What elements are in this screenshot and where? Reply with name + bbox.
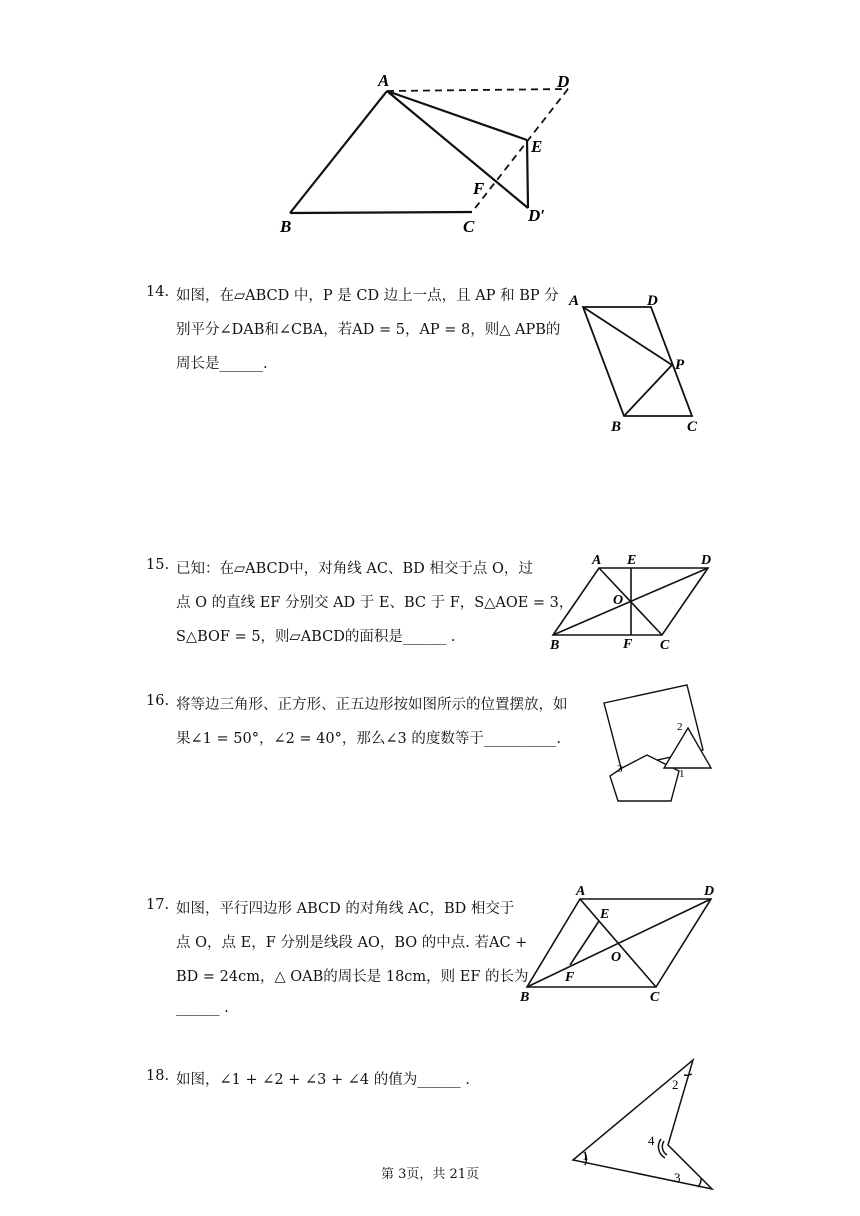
question-18-number: 18. [146, 1068, 170, 1084]
q15-label-B: B [550, 638, 560, 653]
fig13-label-B: B [280, 217, 292, 236]
q15-label-E: E [627, 553, 637, 568]
q18-angle-2: 2 [672, 1077, 679, 1092]
q16-angle-1: 1 [679, 768, 685, 780]
question-16-number: 16. [146, 693, 170, 709]
question-17-line-1: 如图，平行四边形 ABCD 的对角线 AC，BD 相交于 [176, 901, 515, 917]
q15-label-A: A [592, 553, 602, 568]
question-17-number: 17. [146, 897, 170, 913]
page-footer: 第 3页，共 21页 [380, 1167, 480, 1182]
q18-angle-4: 4 [648, 1133, 655, 1148]
question-14-number: 14. [146, 284, 170, 300]
question-15-line-3: S△BOF = 5，则▱ABCD的面积是______ . [176, 629, 456, 645]
q15-label-O: O [613, 593, 624, 608]
fig13-label-F: F [473, 179, 485, 198]
q16-angle-3: 3 [617, 763, 623, 775]
fig13-label-C: C [463, 217, 475, 236]
fig13-label-E: E [531, 137, 543, 156]
q14-label-P: P [675, 357, 685, 373]
q15-label-C: C [660, 638, 670, 653]
q14-label-C: C [687, 419, 698, 435]
fig13-label-D: D [557, 72, 570, 91]
q15-label-D: D [701, 553, 712, 568]
q15-label-F: F [623, 637, 633, 652]
q17-label-A: A [576, 884, 586, 899]
question-17-line-2: 点 O，点 E，F 分别是线段 AO，BO 的中点. 若AC + [176, 935, 528, 951]
question-14-line-2: 别平分∠DAB和∠CBA，若AD = 5，AP = 8，则△ APB的 [176, 322, 561, 338]
q16-angle-2: 2 [677, 721, 683, 733]
q14-label-B: B [611, 419, 622, 435]
question-14-line-3: 周长是______. [176, 356, 268, 372]
q17-label-F: F [565, 970, 575, 985]
question-15-number: 15. [146, 557, 170, 573]
q14-label-A: A [569, 293, 580, 309]
q14-label-D: D [647, 293, 658, 309]
fold-parallelogram-figure [270, 68, 580, 240]
q16-shapes-figure [600, 680, 720, 820]
fig13-label-A: A [378, 71, 390, 90]
question-15-line-1: 已知：在▱ABCD中，对角线 AC、BD 相交于点 O，过 [176, 561, 533, 577]
q17-label-E: E [600, 907, 610, 922]
question-18-line-1: 如图，∠1 + ∠2 + ∠3 + ∠4 的值为______ . [176, 1072, 470, 1088]
question-17-line-4: ______ . [176, 1000, 229, 1016]
question-16-line-2: 果∠1 = 50°，∠2 = 40°，那么∠3 的度数等于__________. [176, 731, 561, 747]
q15-parallelogram-figure [545, 548, 720, 658]
q14-parallelogram-figure [565, 288, 715, 438]
question-14-line-1: 如图，在▱ABCD 中，P 是 CD 边上一点，且 AP 和 BP 分 [176, 288, 559, 304]
fig13-label-Dprime: D′ [528, 206, 546, 225]
question-16-line-1: 将等边三角形、正方形、正五边形按如图所示的位置摆放，如 [176, 697, 568, 713]
question-17-line-3: BD = 24cm，△ OAB的周长是 18cm，则 EF 的长为 [176, 969, 529, 985]
q18-angle-3: 3 [674, 1170, 681, 1185]
q17-label-C: C [650, 990, 660, 1005]
q18-angle-1: 1 [582, 1148, 589, 1163]
question-15-line-2: 点 O 的直线 EF 分别交 AD 于 E、BC 于 F，S△AOE = 3， [176, 595, 574, 611]
q17-label-O: O [611, 950, 622, 965]
q17-label-D: D [704, 884, 715, 899]
q17-label-B: B [520, 990, 530, 1005]
q17-parallelogram-figure [515, 880, 720, 1005]
